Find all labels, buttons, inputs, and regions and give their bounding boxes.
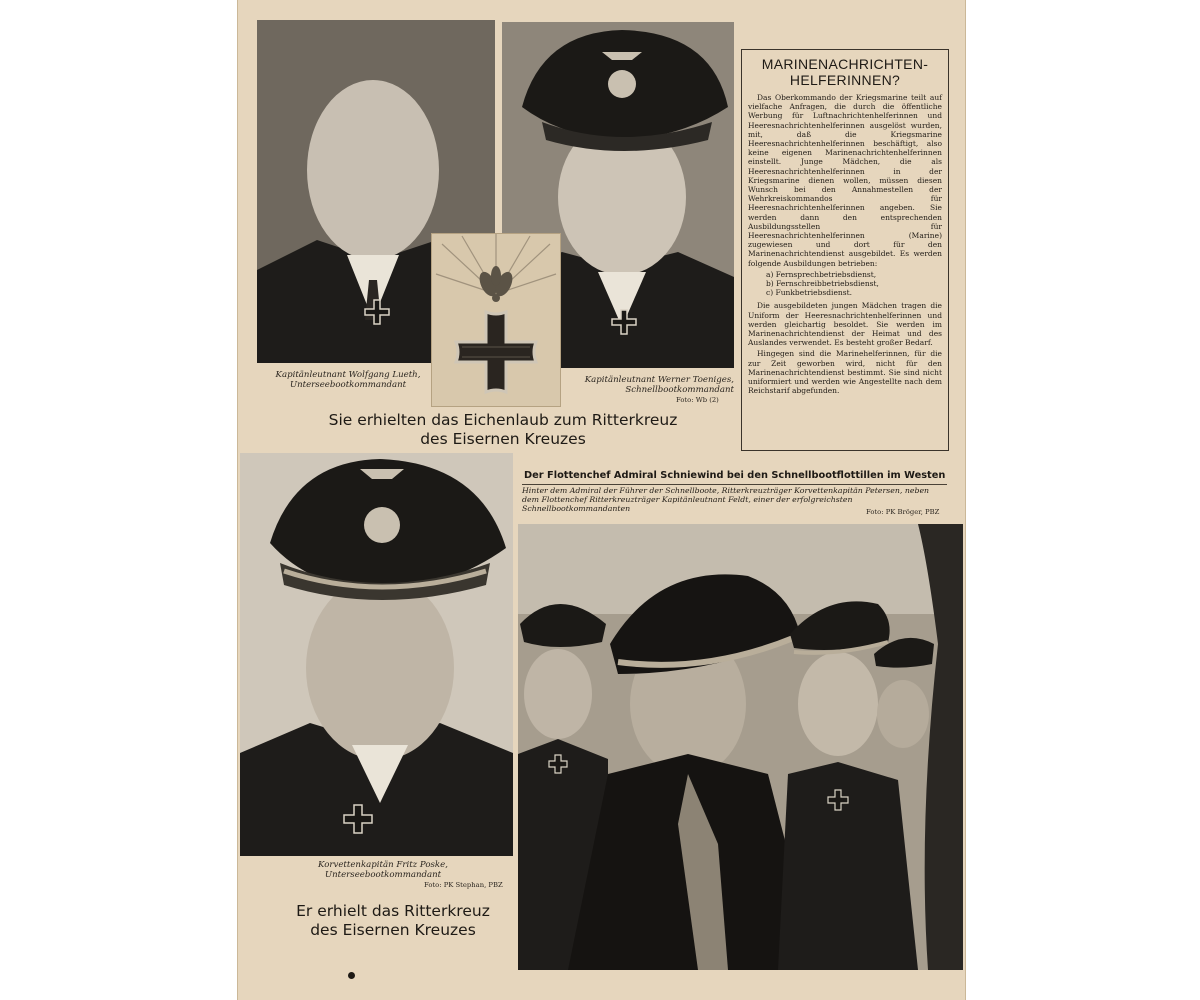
caption-toeniges: Kapitänleutnant Werner Toeniges, Schnellbootkommandant — [584, 375, 734, 395]
list-item: a) Fernsprechbetriebsdienst, — [766, 269, 877, 279]
headline-oak-leaves: Sie erhielten das Eichenlaub zum Ritterkreuz des Eisernen Kreuzes — [328, 411, 678, 448]
photo-poske — [240, 453, 513, 856]
article-rule — [522, 484, 947, 485]
list-item: c) Funkbetriebsdienst. — [766, 288, 852, 298]
magazine-page — [237, 0, 966, 1000]
article-headline: Der Flottenchef Admiral Schniewind bei den Schnellbootflottillen im Westen — [524, 470, 946, 481]
portrait-figure — [240, 453, 513, 856]
headline-knights-cross: Er erhielt das Ritterkreuz des Eisernen Kreuzes — [296, 902, 490, 939]
caption-lueth: Kapitänleutnant Wolfgang Lueth, Unterseebootkommandant — [275, 370, 421, 390]
sidebar-title: MARINENACHRICHTEN- HELFERINNEN? — [761, 56, 929, 88]
sidebar-paragraph: Die ausgebildeten jungen Mädchen tragen die Uniform der Heeresnachrichtenhelferinnen und werden gleichartig besoldet. Sie werden im Marinenachrichtendienst der Heimat und des Auslandes verwendet. Es besteht großer Bedarf. — [748, 301, 942, 348]
ink-blot — [348, 972, 355, 979]
article-caption: Hinter dem Admiral der Führer der Schnellboote, Ritterkreuzträger Korvettenkapitän Petersen, neben dem Flottenchef Ritterkreuzträger Kapitänleutnant Feldt, einer der erfolgreichsten Schnellbootkommandanten — [522, 486, 930, 513]
photo-credit-top: Foto: Wb (2) — [676, 396, 719, 404]
photo-credit-article: Foto: PK Bröger, PBZ — [866, 508, 940, 516]
photo-credit-poske: Foto: PK Stephan, PBZ — [424, 881, 503, 889]
sidebar-paragraph: Das Oberkommando der Kriegsmarine teilt auf vielfache Anfragen, die durch die öffentliche Werbung für Luftnachrichtenhelferinnen und Heeresnachrichtenhelferinnen ausgelöst wurden, mit, daß die Kriegsmarine Heeresnachrichtenhelferinnen beschäftigt, also keine eigenen Marinenachrichtenhelferinnen einstellt. Junge Mädchen, die als Heeresnachrichtenhelferinnen in der Kriegsmarine dienen wollen, müssen diesen Wunsch bei den Annahmestellen der Wehrkreiskommandos für Heeresnachrichtenhelferinnen angeben. Sie werden dann den entsprechenden Ausbildungsstellen für Heeresnachrichtenhelferinnen (Marine) zugewiesen und dort für den Marinenachrichtendienst ausgebildet. Es werden folgende Ausbildungen betrieben: — [748, 93, 942, 268]
caption-poske: Korvettenkapitän Fritz Poske, Unterseebootkommandant — [318, 860, 448, 880]
group-figures — [518, 524, 963, 970]
training-list — [766, 270, 942, 298]
photo-admiral-group — [518, 524, 963, 970]
list-item: b) Fernschreibbetriebsdienst, — [766, 279, 879, 289]
sidebar-paragraph: Hingegen sind die Marinehelferinnen, für die zur Zeit geworben wird, nicht für den Marinenachrichtendienst bestimmt. Sie sind nicht uniformiert und werden wie Angestellte nach dem Reichstarif abgefunden. — [748, 349, 942, 396]
sidebar-body — [742, 88, 948, 396]
oak-leaves-cross-illustration — [431, 233, 561, 407]
sidebar-notice-box — [741, 49, 949, 451]
iron-cross-icon — [456, 312, 536, 392]
